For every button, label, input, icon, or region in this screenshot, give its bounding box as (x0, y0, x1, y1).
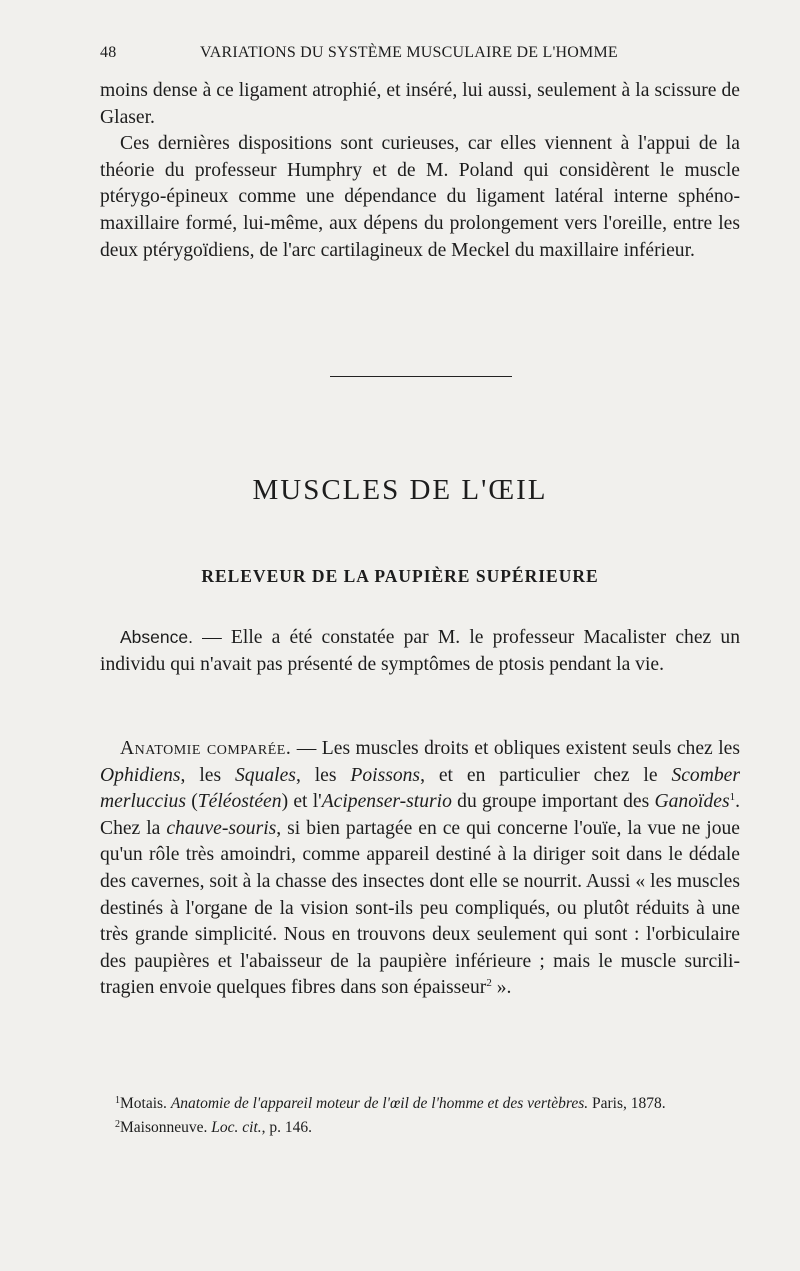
text-run: ». (491, 977, 512, 999)
text-run: , si bien partagée en ce qui concerne l'ouïe, la vue ne joue qu'un rôle très amoindri, comme appareil destiné à la diriger soit dans le dédale des cavernes, soit à la chasse des insectes dont elle se nourrit. Aussi « les muscles destinés à l'organe de la vision sont-ils peu compliqués, ou plutôt réduits à une très grande simplicité. Nous en trouvons deux seulement qui sont : l'orbiculaire des paupières et l'abaisseur de la paupière inférieure ; mais le muscle surcili-tragien envoie quelques fibres dans son épaisseur (100, 817, 740, 999)
footnote-title: Loc. cit. (211, 1119, 262, 1136)
footnote (115, 1116, 755, 1140)
text-run: , les (180, 764, 235, 786)
paragraph-continuation: moins dense à ce ligament atrophié, et inséré, lui aussi, seulement à la scissure de Glaser. (100, 80, 740, 128)
taxon-name: Acipenser-sturio (321, 791, 452, 813)
footnote-title: Anatomie de l'appareil moteur de l'œil de l'homme et des vertèbres. (170, 1095, 589, 1112)
text-run: , et en particulier chez le (420, 764, 672, 786)
footnote-mark: 1 (115, 1095, 120, 1106)
taxon-name: Ganoïdes (654, 791, 730, 813)
page-number: 48 (100, 44, 117, 61)
anatomie-paragraph (100, 736, 740, 1002)
opening-paragraphs (100, 78, 740, 264)
footnote-ref: 1 (729, 791, 736, 804)
footnote-author: Maisonneuve. (120, 1119, 212, 1136)
anatomie-lead: Anatomie comparée. (120, 738, 292, 759)
paragraph-dispositions: Ces dernières dispositions sont curieuses, car elles viennent à l'appui de la théorie du professeur Humphry et de M. Poland qui considèrent le muscle ptérygo-épineux comme une dépendance du ligament latéral interne sphéno-maxillaire formé, lui-même, aux dépens du prolongement vers l'oreille, entre les deux ptérygoïdiens, de l'arc cartilagineux de Meckel du maxillaire inférieur. (100, 133, 740, 261)
taxon-name: Squales (234, 764, 296, 786)
running-head (100, 44, 740, 70)
footnote-author: Motais. (120, 1095, 171, 1112)
taxon-name: chauve-souris (166, 817, 277, 839)
footnote-rest: Paris, 1878. (588, 1095, 666, 1112)
text-run: . Chez la (100, 791, 740, 839)
taxon-name: Poissons (350, 764, 421, 786)
running-title: VARIATIONS DU SYSTÈME MUSCULAIRE DE L'HOMME (200, 44, 618, 61)
footnote-ref: 2 (486, 977, 492, 990)
text-run: ( (185, 791, 198, 813)
section-title: MUSCLES DE L'ŒIL (252, 474, 548, 506)
text-run: ) et l' (281, 791, 322, 813)
text-run: du groupe important des (451, 791, 655, 813)
taxon-name: Scomber merluccius (100, 764, 740, 813)
absence-lead: Absence. (120, 627, 193, 647)
text-run: , les (295, 764, 351, 786)
section-subtitle: RELEVEUR DE LA PAUPIÈRE SUPÉRIEURE (201, 566, 599, 586)
footnote-mark: 2 (115, 1119, 120, 1130)
taxon-name: Téléostéen (197, 791, 282, 813)
footnotes (115, 1092, 755, 1140)
absence-paragraph (100, 624, 740, 678)
footnote-rest: , p. 146. (261, 1119, 313, 1136)
text-run: — Les muscles droits et obliques existent seuls chez les (291, 738, 740, 759)
footnote (115, 1092, 755, 1116)
taxon-name: Ophidiens (100, 764, 181, 786)
section-divider (330, 376, 512, 377)
absence-text: — Elle a été constatée par M. le professeur Macalister chez un individu qui n'avait pas présenté de symptômes de ptosis pendant la vie. (100, 627, 740, 675)
